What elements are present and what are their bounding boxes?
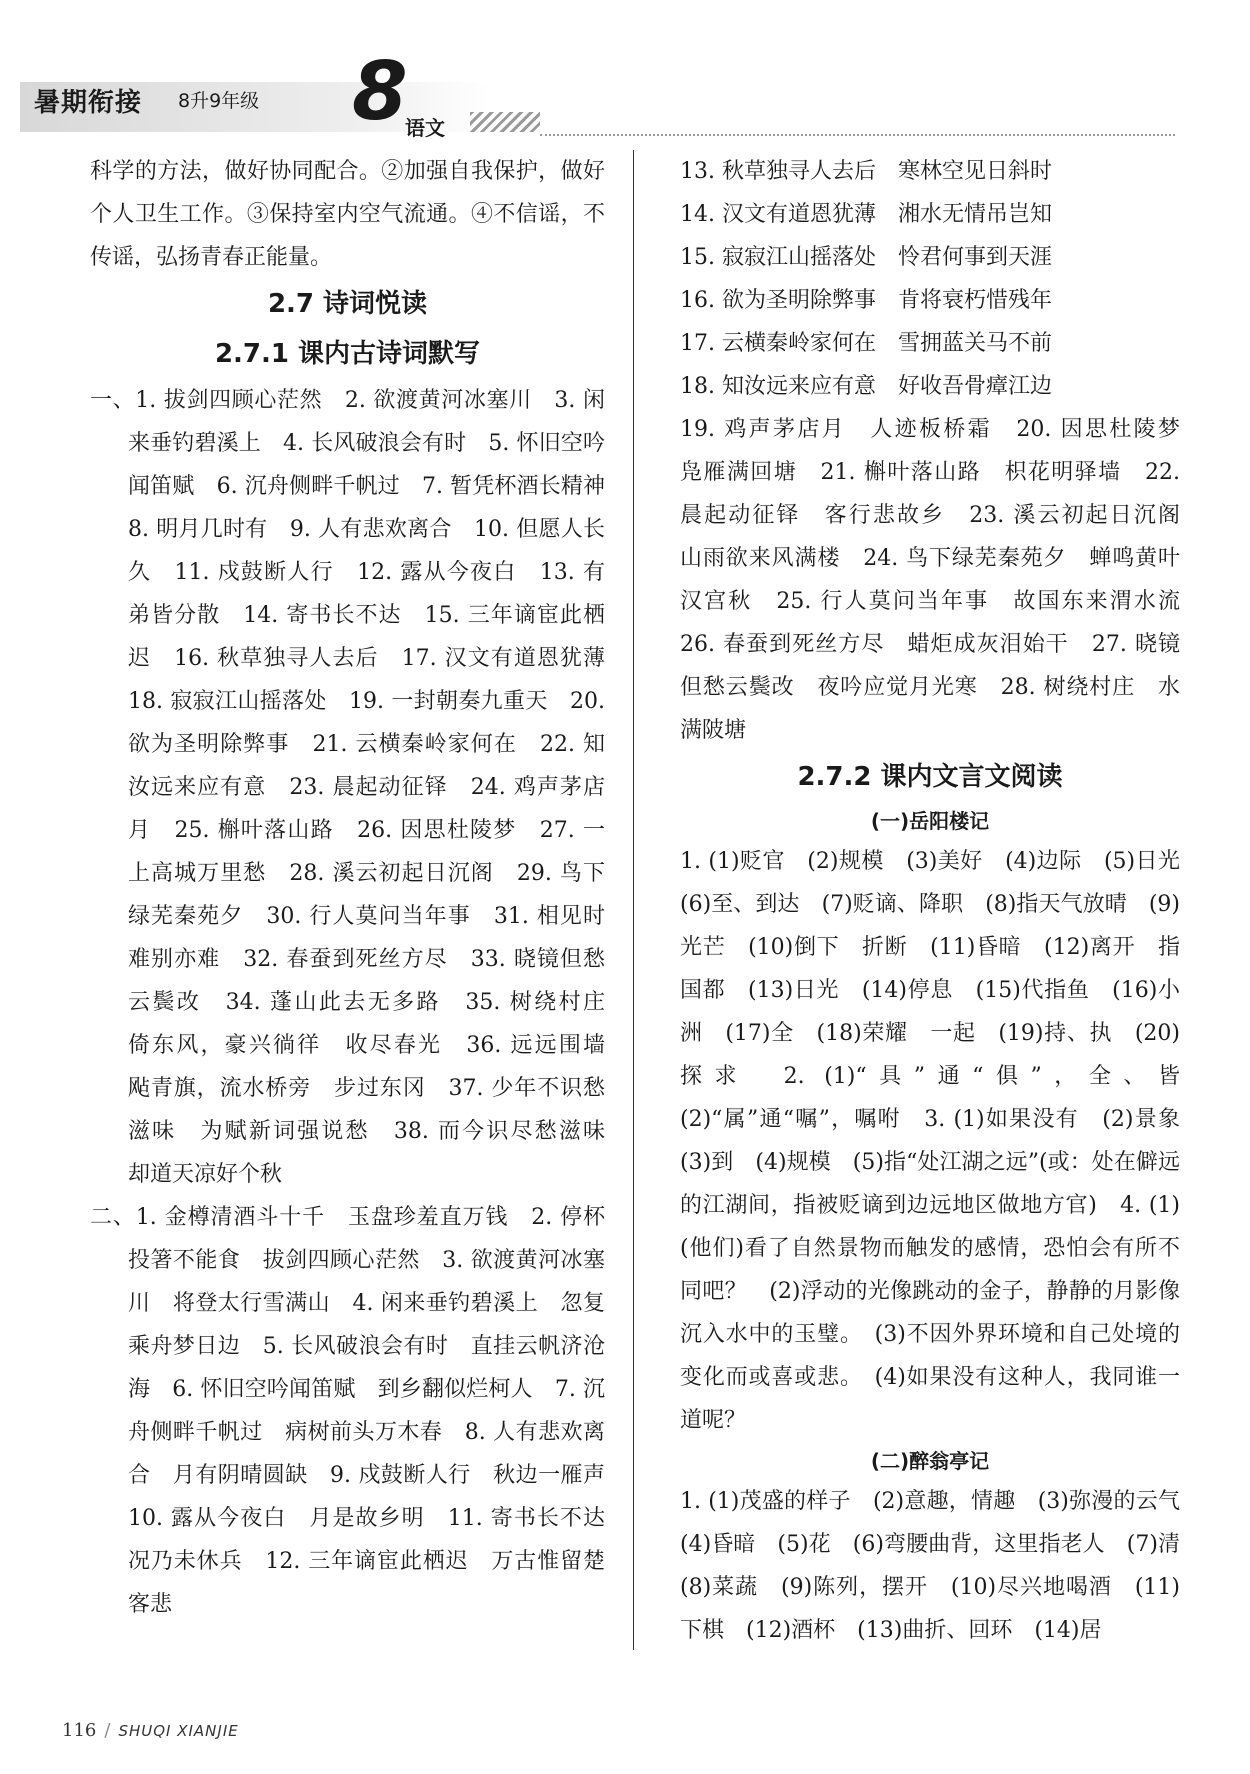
book-title: 暑期衔接 [34,88,143,118]
grade-label: 8升9年级 [178,90,260,112]
answer-line: 13. 秋草独寻人去后 寒林空见日斜时 [680,159,1052,184]
page-footer [62,1720,239,1741]
text-title-yueyanglou: (一)岳阳楼记 [870,809,990,833]
section-heading: 2.7 诗词悦读 [267,289,428,319]
footer-slash: / [104,1720,111,1741]
left-column [90,150,628,1626]
answers-yueyanglou: 1. (1)贬官 (2)规模 (3)美好 (4)边际 (5)日光 (6)至、到达 (7)贬谪、降职 (8)指天气放晴 (9)光芒 (10)倒下 折断 (11)昏暗 (12)离开 指国都 (13)日光 (14)停息 (15)代指鱼 (16)小洲 (17)全 (18)荣耀 一起 (19)持、执 (20)探求 2. (1)“具”通“俱”，全、皆 (2)“属”通“嘱”，嘱咐 3. (1)如果没有 (2)景象 (3)到 (4)规模 (5)指“处江湖之远”(或：处在僻远的江湖间，指被贬谪到边远地区做地方官) 4. (1)(他们)看了自然景物而触发的感情，恐怕会有所不同吧？ (2)浮动的光像跳动的金子，静静的月影像沉入水中的玉璧。 (3)不因外界环境和自己处境的变化而或喜或悲。 (4)如果没有这种人，我同谁一道呢？ [680,849,1203,1433]
subsection-heading: 2.7.1 课内古诗词默写 [214,339,481,369]
answers-part-2: 二、1. 金樽清酒斗十千 玉盘珍羞直万钱 2. 停杯投箸不能食 拔剑四顾心茫然 3. 欲渡黄河冰塞川 将登太行雪满山 4. 闲来垂钓碧溪上 忽复乘舟梦日边 5. 长风破浪会有时 直挂云帆济沧海 6. 怀旧空吟闻笛赋 到乡翻似烂柯人 7. 沉舟侧畔千帆过 病树前头万木春 8. 人有悲欢离合 月有阴晴圆缺 9. 戍鼓断人行 秋边一雁声 10. 露从今夜白 月是故乡明 11. 寄书长不达 况乃未休兵 12. 三年谪宦此栖迟 万古惟留楚客悲 [90,1205,628,1617]
column-divider [633,150,634,1650]
answer-line: 16. 欲为圣明除弊事 肯将衰朽惜残年 [680,288,1052,313]
intro-paragraph: 科学的方法，做好协同配合。②加强自我保护，做好个人卫生工作。③保持室内空气流通。④不信谣，不传谣，弘扬青春正能量。 [90,159,605,270]
footer-series-name: SHUQI XIANJIE [118,1722,239,1740]
answer-line: 17. 云横秦岭家何在 雪拥蓝关马不前 [680,331,1052,356]
subject-label: 语文 [405,116,445,140]
text-title-zuiwengting: (二)醉翁亭记 [870,1449,990,1473]
answers-continued: 19. 鸡声茅店月 人迹板桥霜 20. 因思杜陵梦 凫雁满回塘 21. 槲叶落山路 枳花明驿墙 22. 晨起动征铎 客行悲故乡 23. 溪云初起日沉阁 山雨欲来风满楼 24. 鸟下绿芜秦苑夕 蝉鸣黄叶汉宫秋 25. 行人莫问当年事 故国东来渭水流 26. 春蚕到死丝方尽 蜡炬成灰泪始干 27. 晓镜但愁云鬓改 夜吟应觉月光寒 28. 树绕村庄 水满陂塘 [680,417,1203,743]
answers-part-1: 一、1. 拔剑四顾心茫然 2. 欲渡黄河冰塞川 3. 闲来垂钓碧溪上 4. 长风破浪会有时 5. 怀旧空吟闻笛赋 6. 沉舟侧畔千帆过 7. 暂凭杯酒长精神 8. 明月几时有 9. 人有悲欢离合 10. 但愿人长久 11. 戍鼓断人行 12. 露从今夜白 13. 有弟皆分散 14. 寄书长不达 15. 三年谪宦此栖迟 16. 秋草独寻人去后 17. 汉文有道恩犹薄 18. 寂寂江山摇落处 19. 一封朝奏九重天 20. 欲为圣明除弊事 21. 云横秦岭家何在 22. 知汝远来应有意 23. 晨起动征铎 24. 鸡声茅店月 25. 槲叶落山路 26. 因思杜陵梦 27. 一上高城万里愁 28. 溪云初起日沉阁 29. 鸟下绿芜秦苑夕 30. 行人莫问当年事 31. 相见时难别亦难 32. 春蚕到死丝方尽 33. 晓镜但愁云鬓改 34. 蓬山此去无多路 35. 树绕村庄 倚东风，豪兴徜徉 收尽春光 36. 远远围墙 飐青旗，流水桥旁 步过东冈 37. 少年不识愁滋味 为赋新词强说愁 38. 而今识尽愁滋味 却道天凉好个秋 [90,388,628,1187]
answer-line: 18. 知汝远来应有意 好收吾骨瘴江边 [680,374,1052,399]
grade-number: 8 [352,45,408,138]
header-stripes [470,112,540,132]
answer-line: 15. 寂寂江山摇落处 怜君何事到天涯 [680,245,1052,270]
answer-line: 14. 汉文有道恩犹薄 湘水无情吊岂知 [680,202,1052,227]
page-header [0,0,1250,150]
right-column [680,150,1203,1652]
subsection-heading-2: 2.7.2 课内文言文阅读 [797,762,1063,792]
page-number: 116 [62,1720,97,1741]
answers-zuiwengting: 1. (1)茂盛的样子 (2)意趣，情趣 (3)弥漫的云气 (4)昏暗 (5)花 (6)弯腰曲背，这里指老人 (7)清 (8)菜蔬 (9)陈列，摆开 (10)尽兴地喝酒 (11)下棋 (12)酒杯 (13)曲折、回环 (14)居 [680,1489,1203,1643]
header-dotted-rule [540,134,1175,136]
